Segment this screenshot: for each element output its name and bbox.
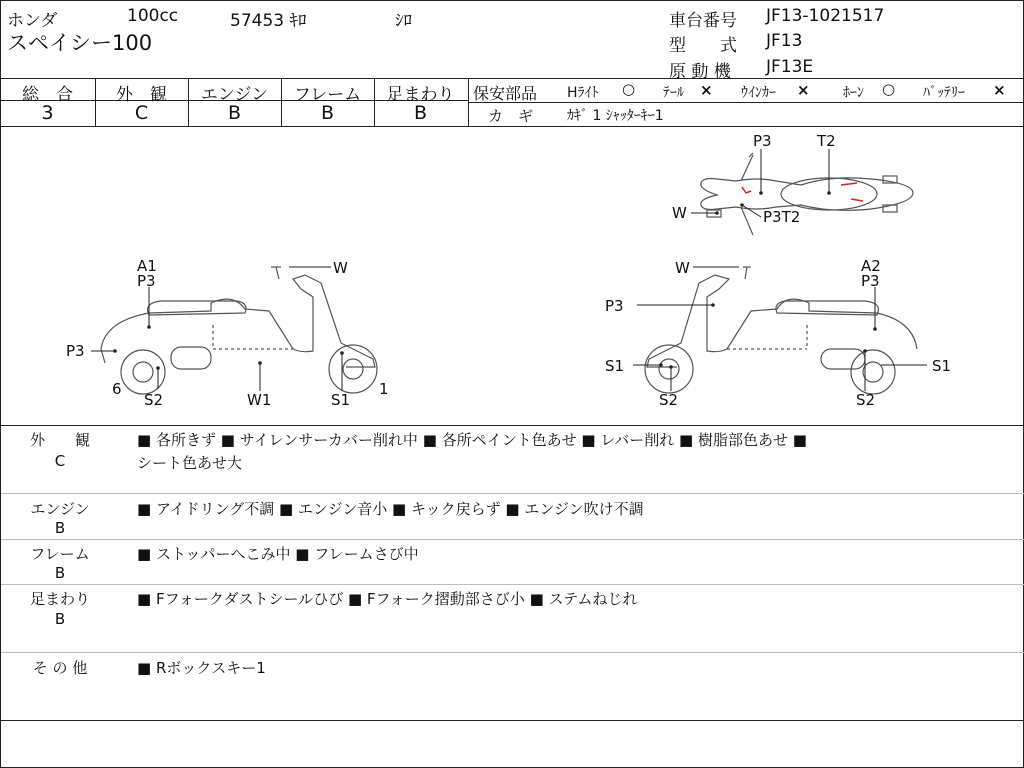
divider [468,78,469,126]
diagram-label: W [672,204,687,222]
grade-engine-value: B [227,102,242,124]
diagram-label: W1 [247,391,272,409]
safety-mark-headlight: ○ [622,80,636,98]
grade-suspension-label: 足まわり [386,85,455,105]
diagram-label: 6 [112,380,122,398]
diagram-label: T2 [817,132,836,150]
diagram-label: S1 [331,391,351,409]
note-other-title: そ の 他 [32,659,88,677]
diagram-label: W [675,259,690,277]
note-suspension-grade: B [54,610,66,628]
note-frame-title: フレーム [30,545,90,563]
safety-mark-tail: × [700,81,713,99]
diagram-label: A2 [861,257,881,275]
displacement: 100cc [127,6,179,26]
mileage: 57453 ｷﾛ [230,11,307,31]
divider [1,425,1024,426]
divider [1,539,1024,540]
grade-overall-value: 3 [41,102,54,124]
note-engine-line: ■ アイドリング不調 ■ エンジン音小 ■ キック戻らず ■ エンジン吹け不調 [137,500,644,518]
note-other-line: ■ Rボックスキー1 [137,659,266,677]
diagram-label: P3 [66,342,85,360]
grade-exterior-value: C [134,102,149,124]
frame-no-label: 車台番号 [669,11,737,31]
frame-no: JF13-1021517 [766,6,885,26]
diagram-label: P3T2 [763,208,801,226]
note-suspension-line: ■ Fフォークダストシールひび ■ Fフォーク摺動部さび小 ■ ステムねじれ [137,590,638,608]
note-suspension-title: 足まわり [29,590,90,608]
note-frame-grade: B [54,564,66,582]
diagram-label: P3 [605,297,624,315]
key-value: ｶｷﾞ 1 ｼｬｯﾀｰｷｰ1 [567,108,664,124]
diagram-label: S1 [932,357,952,375]
note-exterior-grade: C [54,452,66,470]
divider [1,720,1024,721]
engine-model: JF13E [766,57,814,77]
divider [1,78,1024,79]
safety-mark-winker: × [797,81,810,99]
scooter-top-view [701,153,913,235]
divider [1,493,1024,494]
safety-item-tail: ﾃｰﾙ [663,85,684,101]
grade-frame-label: フレーム [293,85,362,105]
safety-item-headlight: Hﾗｲﾄ [567,85,599,101]
diagram-label: S2 [659,391,679,409]
divider [1,652,1024,653]
diagram-label: S1 [605,357,625,375]
diagram-label: S2 [856,391,876,409]
diagram-label: 1 [379,380,389,398]
type-value: JF13 [766,31,803,51]
safety-item-horn: ﾎｰﾝ [843,85,864,101]
note-engine-title: エンジン [30,500,90,518]
key-label: カ ギ [488,107,534,125]
note-frame-line: ■ ストッパーへこみ中 ■ フレームさび中 [137,545,419,563]
type-label: 型 式 [669,36,737,56]
diagram-label: P3 [137,272,156,290]
safety-item-battery: ﾊﾞｯﾃﾘｰ [923,85,965,101]
diagram-label: P3 [861,272,880,290]
safety-title: 保安部品 [473,84,538,103]
grade-engine-label: エンジン [200,85,269,105]
divider [468,102,1024,103]
maker: ホンダ [7,11,58,31]
engine-model-label: 原 動 機 [669,62,731,82]
grade-exterior-label: 外 観 [116,85,167,105]
safety-item-winker: ｳｲﾝｶｰ [741,85,776,101]
diagram-label: A1 [137,257,157,275]
note-exterior-line: ■ 各所きず ■ サイレンサーカバー削れ中 ■ 各所ペイント色あせ ■ レバー削れ ■ 樹脂部色あせ ■ [137,431,807,449]
divider [1,584,1024,585]
grade-overall-label: 総 合 [22,85,73,105]
color: ｼﾛ [395,11,412,31]
grade-frame-value: B [320,102,335,124]
diagram-label: W [333,259,348,277]
model-name: スペイシー100 [7,31,153,55]
note-exterior-title: 外 観 [29,431,90,449]
grade-suspension-value: B [413,102,428,124]
safety-mark-horn: ○ [882,80,896,98]
note-engine-grade: B [54,519,66,537]
note-exterior-line: シート色あせ大 [137,454,243,472]
diagram-label: P3 [753,132,772,150]
safety-mark-battery: × [993,81,1006,99]
diagram-label: S2 [144,391,164,409]
